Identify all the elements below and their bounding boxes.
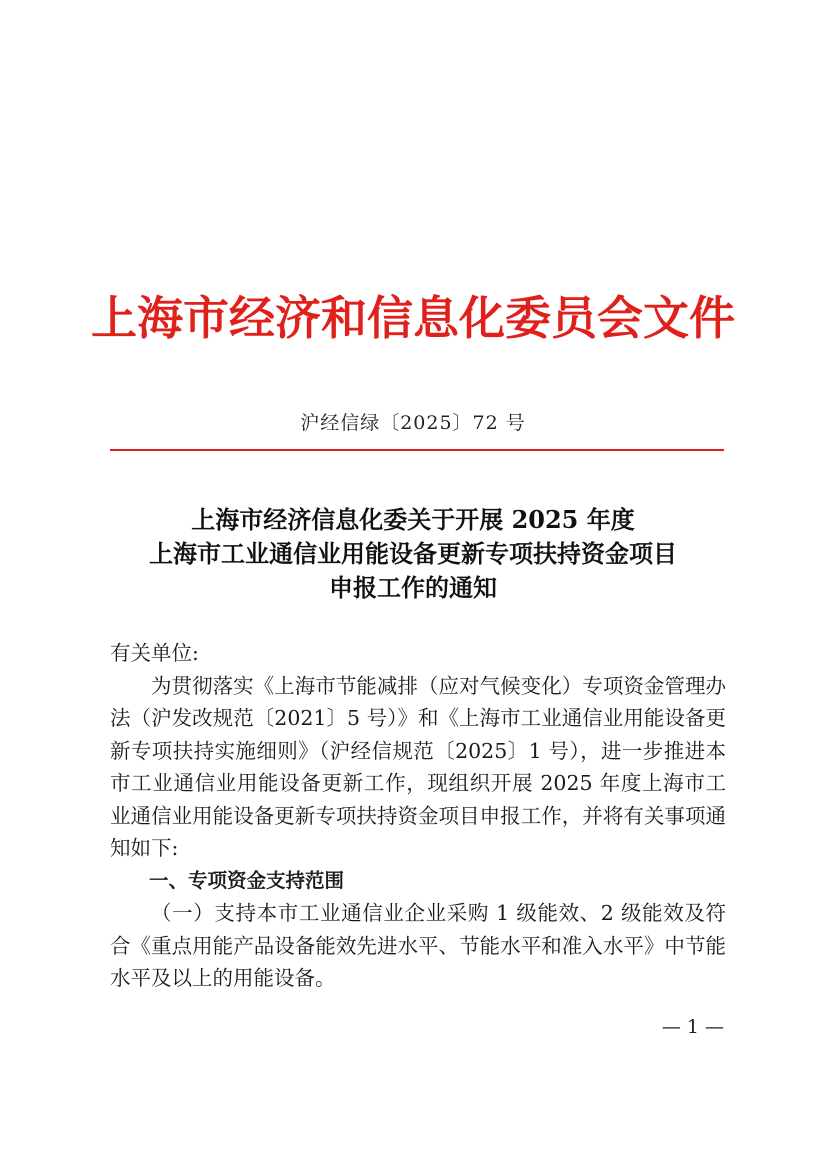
notice-title-line-2: 上海市工业通信业用能设备更新专项扶持资金项目 xyxy=(149,539,677,568)
notice-body xyxy=(110,637,726,995)
document-number: 沪经信绿〔2025〕72 号 xyxy=(300,412,526,434)
page-number: — 1 — xyxy=(661,1016,724,1038)
issuer-header-title: 上海市经济和信息化委员会文件 xyxy=(91,291,735,345)
red-divider-line xyxy=(110,449,724,451)
notice-title-line-1: 上海市经济信息化委关于开展 2025 年度 xyxy=(191,505,635,534)
section-heading-1: 一、专项资金支持范围 xyxy=(149,868,345,892)
notice-title-line-3: 申报工作的通知 xyxy=(329,573,497,602)
body-paragraph-1: 为贯彻落实《上海市节能减排（应对气候变化）专项资金管理办法（沪发改规范〔2021〕5 号）》和《上海市工业通信业用能设备更新专项扶持实施细则》（沪经信规范〔2025〕1 号），进一步推进本市工业通信业用能设备更新工作，现组织开展 2025 年度上海市工业通信业用能设备更新专项扶持资金项目申报工作，并将有关事项通知如下: xyxy=(110,673,726,860)
body-paragraph-2: （一）支持本市工业通信业企业采购 1 级能效、2 级能效及符合《重点用能产品设备能效先进水平、节能水平和准入水平》中节能水平及以上的用能设备。 xyxy=(110,901,726,990)
salutation: 有关单位: xyxy=(110,641,199,665)
notice-title xyxy=(0,503,826,605)
